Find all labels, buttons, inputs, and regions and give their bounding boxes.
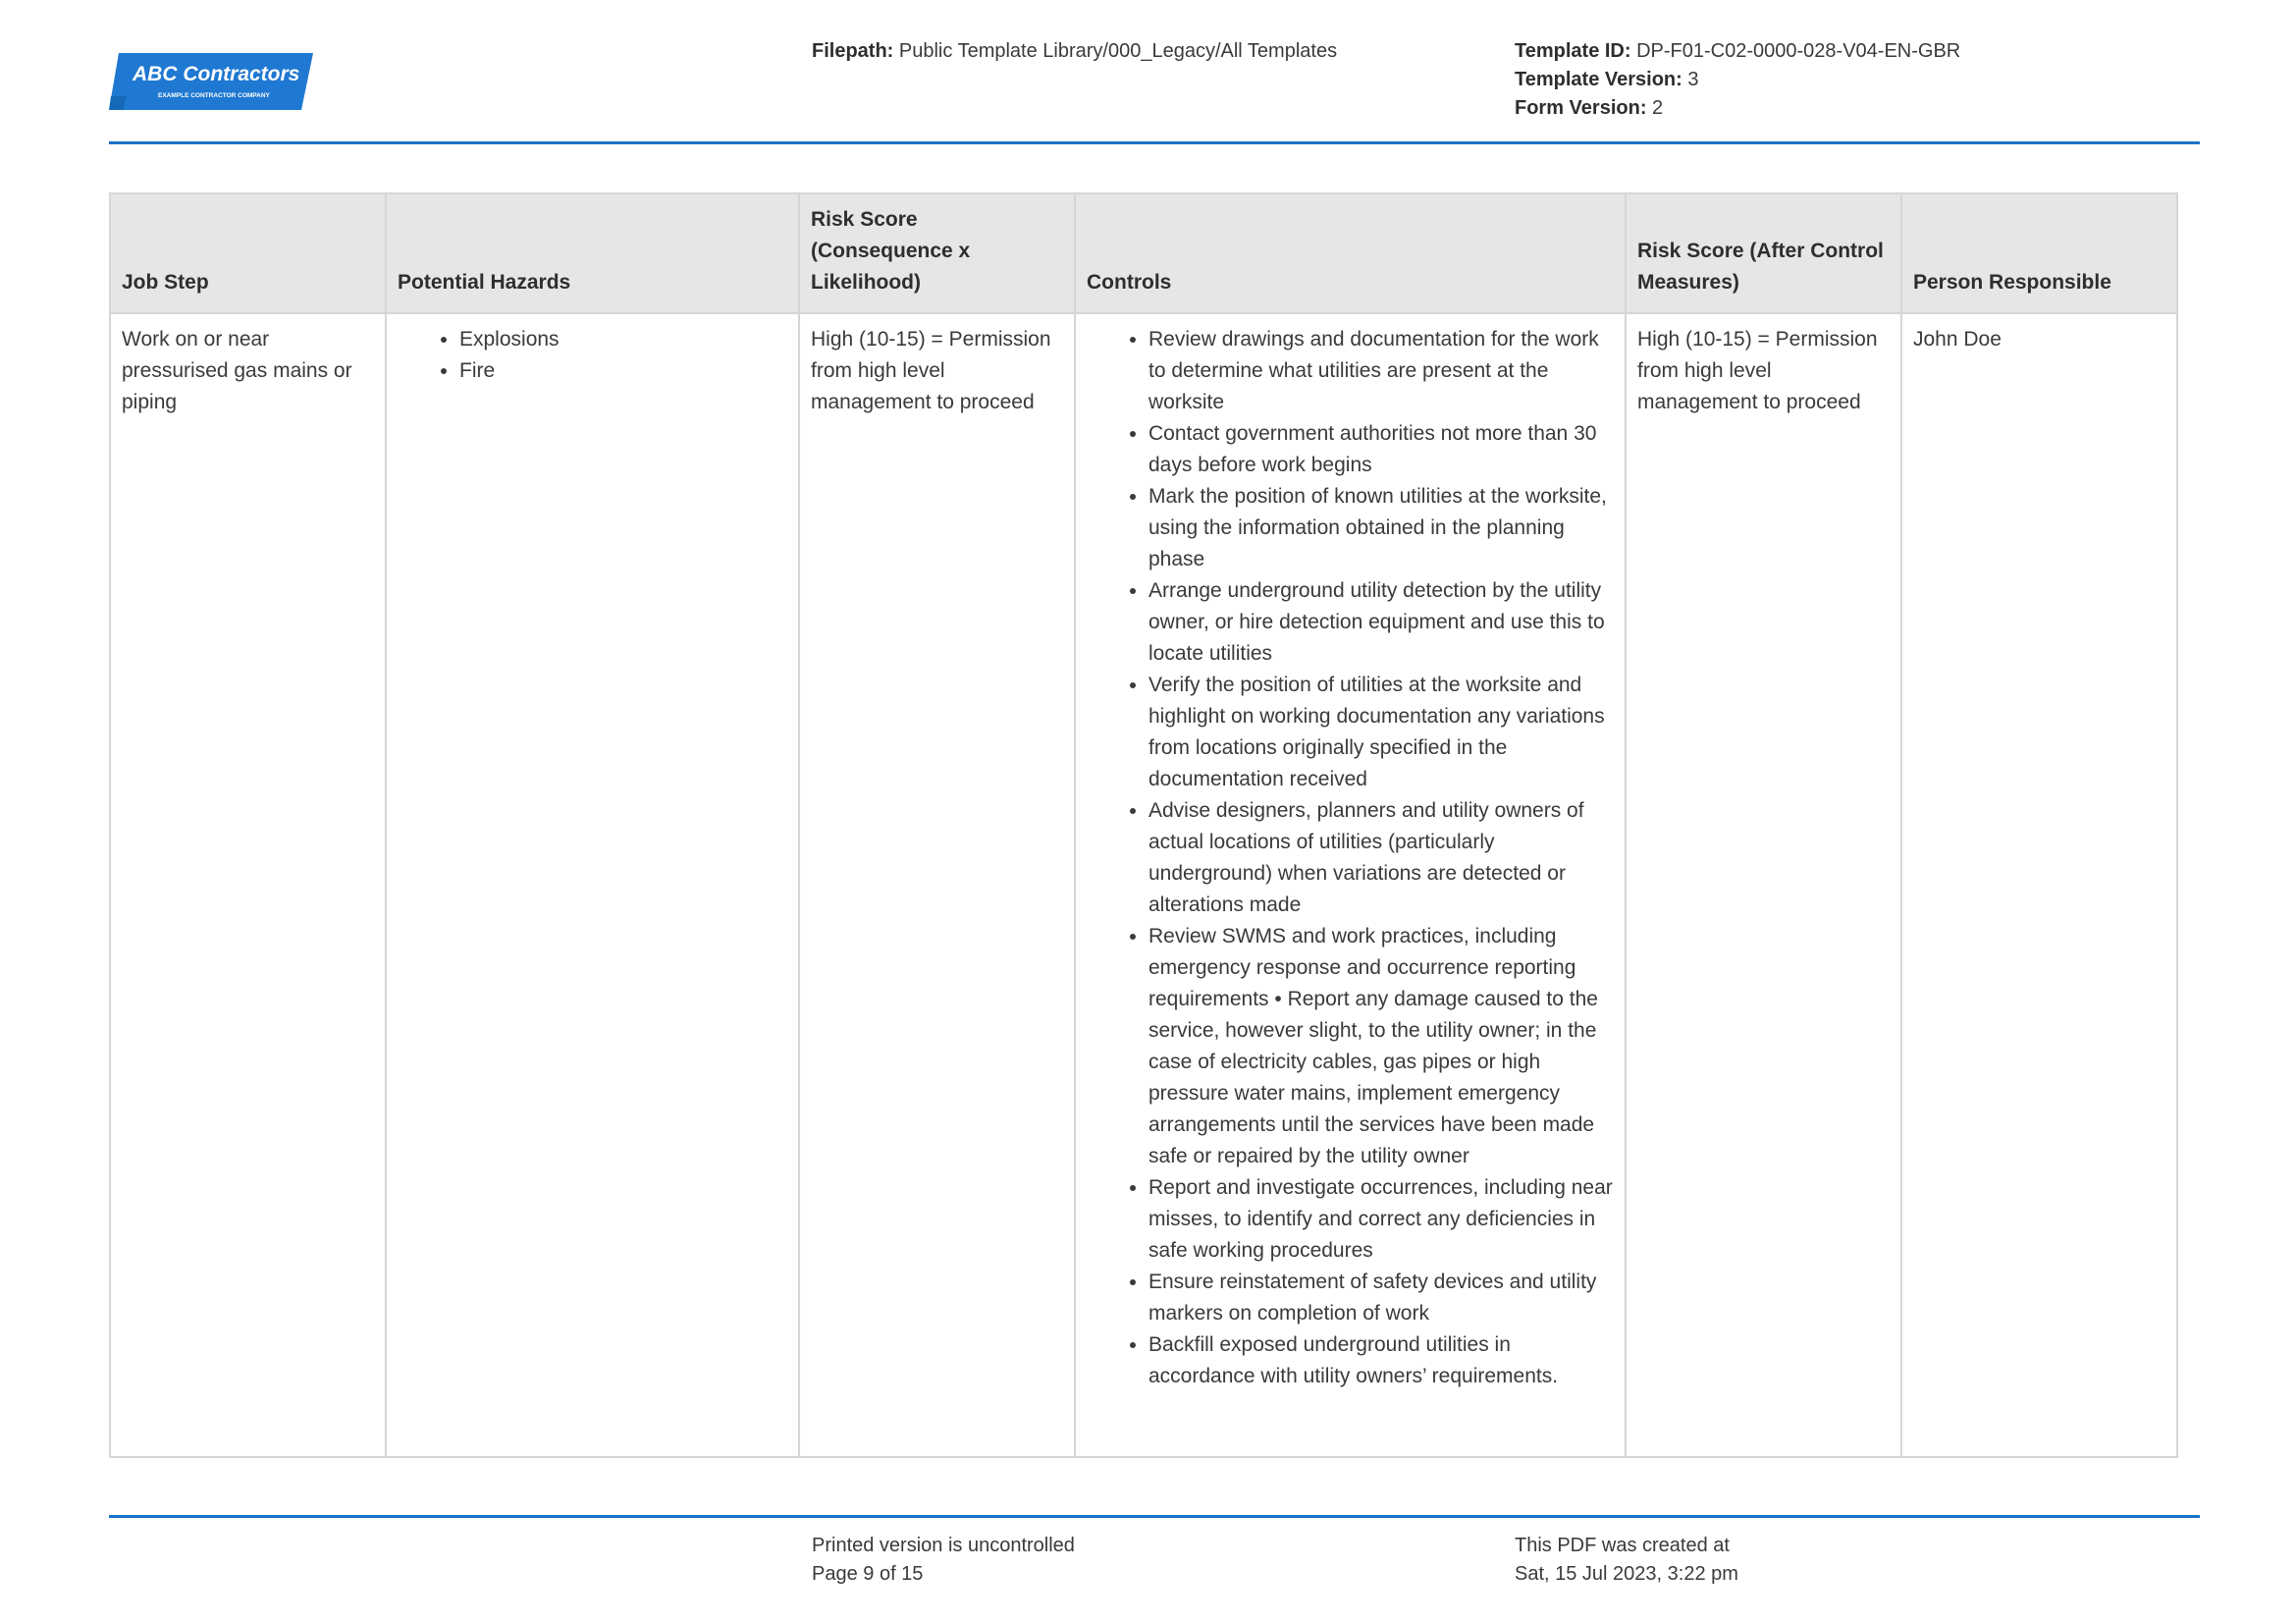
- control-item: • Advise designers, planners and utility owners of actual locations of utilities (particularly underground) when variations are detected or alterations made: [1148, 795, 1615, 921]
- cell-person-responsible: John Doe: [1901, 313, 2177, 1457]
- control-item: • Mark the position of known utilities at the worksite, using the information obtained in the planning phase: [1148, 481, 1615, 575]
- footer-right: [1515, 1532, 1738, 1589]
- table-header-row: [110, 193, 2177, 313]
- filepath-value: Public Template Library/000_Legacy/All Templates: [893, 40, 1338, 62]
- footer-left: [812, 1532, 1075, 1589]
- hazard-item: • Explosions: [459, 324, 788, 355]
- control-item: • Arrange underground utility detection by the utility owner, or hire detection equipment and use this to locate utilities: [1148, 575, 1615, 670]
- risk-assessment-table: [109, 192, 2178, 1458]
- template-version-line: [1515, 66, 1960, 94]
- form-version-label: Form Version:: [1515, 97, 1647, 119]
- table-row: [110, 313, 2177, 1457]
- control-item: • Ensure reinstatement of safety devices and utility markers on completion of work: [1148, 1267, 1615, 1329]
- template-id-label: Template ID:: [1515, 40, 1631, 62]
- control-item: • Verify the position of utilities at the worksite and highlight on working documentation any variations from locations originally specified in the documentation received: [1148, 670, 1615, 795]
- company-logo: [109, 53, 315, 112]
- template-version-value: 3: [1682, 69, 1699, 90]
- header-divider: [109, 141, 2200, 144]
- created-label: This PDF was created at: [1515, 1535, 1730, 1556]
- cell-job-step: Work on or near pressurised gas mains or piping: [110, 313, 386, 1457]
- cell-risk-score: High (10-15) = Permission from high level management to proceed: [799, 313, 1075, 1457]
- form-version-value: 2: [1646, 97, 1664, 119]
- logo-tagline: EXAMPLE CONTRACTOR COMPANY: [158, 92, 270, 99]
- logo-name: ABC Contractors: [133, 63, 300, 85]
- filepath-line: [812, 37, 1337, 66]
- col-header-controls: Controls: [1075, 193, 1626, 313]
- col-header-risk-score-after: Risk Score (After Control Measures): [1626, 193, 1901, 313]
- template-info-block: [1515, 37, 1960, 123]
- control-item: • Contact government authorities not more than 30 days before work begins: [1148, 418, 1615, 481]
- created-timestamp: Sat, 15 Jul 2023, 3:22 pm: [1515, 1563, 1738, 1585]
- uncontrolled-notice: Printed version is uncontrolled: [812, 1535, 1075, 1556]
- control-item: • Report and investigate occurrences, including near misses, to identify and correct any deficiencies in safe working procedures: [1148, 1172, 1615, 1267]
- page-number: Page 9 of 15: [812, 1563, 924, 1585]
- control-item: • Backfill exposed underground utilities in accordance with utility owners’ requirements.: [1148, 1329, 1615, 1392]
- control-item: • Review SWMS and work practices, including emergency response and occurrence reporting requirements • Report any damage caused to the service, however slight, to the utility owner; in the case of electricity cables, gas pipes or high pressure water mains, implement emergency arrangements until the services have been made safe or repaired by the utility owner: [1148, 921, 1615, 1172]
- footer-divider: [109, 1515, 2200, 1518]
- hazard-item: • Fire: [459, 355, 788, 387]
- filepath-label: Filepath:: [812, 40, 894, 62]
- col-header-risk-score: Risk Score (Consequence x Likelihood): [799, 193, 1075, 313]
- cell-risk-score-after: High (10-15) = Permission from high level management to proceed: [1626, 313, 1901, 1457]
- template-version-label: Template Version:: [1515, 69, 1682, 90]
- col-header-job-step: Job Step: [110, 193, 386, 313]
- page-header: [109, 37, 2200, 143]
- form-version-line: [1515, 94, 1960, 123]
- col-header-potential-hazards: Potential Hazards: [386, 193, 799, 313]
- control-item: • Review drawings and documentation for the work to determine what utilities are present at the worksite: [1148, 324, 1615, 418]
- filepath-block: [812, 37, 1337, 66]
- template-id-line: [1515, 37, 1960, 66]
- cell-potential-hazards: [386, 313, 799, 1457]
- cell-controls: [1075, 313, 1626, 1457]
- template-id-value: DP-F01-C02-0000-028-V04-EN-GBR: [1630, 40, 1961, 62]
- hazards-list: [398, 324, 788, 387]
- controls-list: [1087, 324, 1615, 1392]
- col-header-person-responsible: Person Responsible: [1901, 193, 2177, 313]
